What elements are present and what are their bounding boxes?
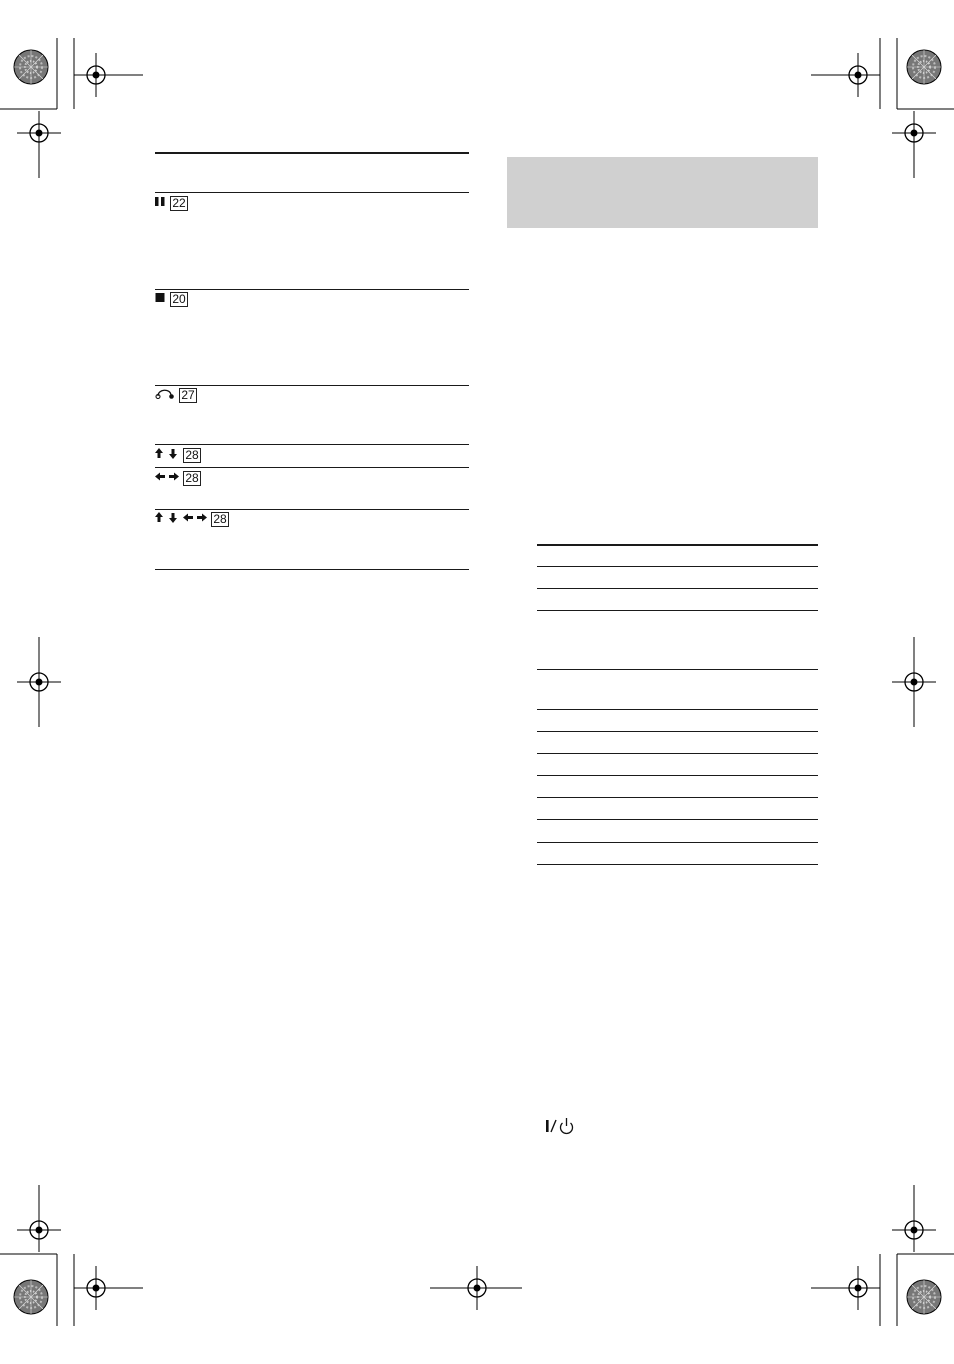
table-row xyxy=(155,511,229,527)
table-row xyxy=(155,470,201,486)
four-arrows-icon xyxy=(155,512,207,527)
section-header-box xyxy=(507,157,818,228)
page-ref-number: 28 xyxy=(183,471,201,486)
left-right-arrows-icon xyxy=(155,471,179,486)
right-table-top-rule xyxy=(537,544,818,546)
row-divider xyxy=(537,731,818,732)
row-divider xyxy=(537,753,818,754)
row-divider xyxy=(537,588,818,589)
row-divider xyxy=(537,819,818,820)
row-divider xyxy=(537,797,818,798)
row-divider xyxy=(537,669,818,670)
row-divider xyxy=(537,842,818,843)
page-ref-number: 28 xyxy=(211,512,229,527)
page-ref-number: 22 xyxy=(170,196,188,211)
page-ref-number: 28 xyxy=(183,448,201,463)
row-divider xyxy=(537,610,818,611)
page-ref-number: 27 xyxy=(179,388,197,403)
row-divider xyxy=(155,444,469,445)
row-divider xyxy=(155,467,469,468)
right-table-bottom-rule xyxy=(537,864,818,865)
page-ref-number: 20 xyxy=(170,292,188,307)
table-top-rule xyxy=(155,152,469,154)
row-divider xyxy=(155,509,469,510)
table-row xyxy=(155,387,197,403)
row-divider xyxy=(537,775,818,776)
return-icon xyxy=(155,387,175,403)
table-row xyxy=(155,291,188,307)
stop-icon xyxy=(155,292,166,307)
up-down-arrows-icon xyxy=(155,448,179,463)
row-divider xyxy=(155,289,469,290)
row-divider xyxy=(155,385,469,386)
table-bottom-rule xyxy=(155,569,469,570)
row-divider xyxy=(537,709,818,710)
table-header-rule xyxy=(155,192,469,193)
pause-icon xyxy=(155,196,166,211)
power-standby-icon xyxy=(543,1117,577,1139)
table-row xyxy=(155,447,201,463)
table-row xyxy=(155,195,188,211)
row-divider xyxy=(537,566,818,567)
